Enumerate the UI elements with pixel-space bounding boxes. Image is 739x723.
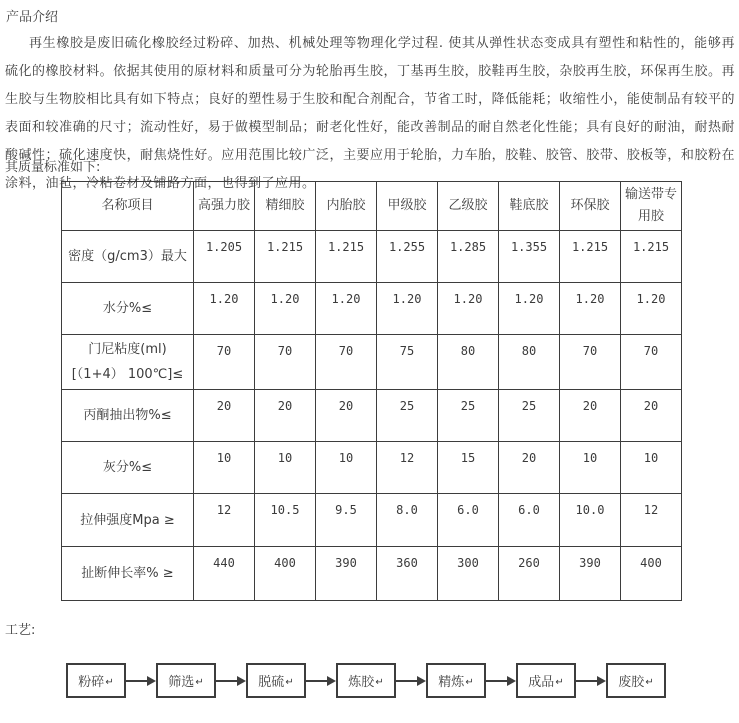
table-corner-header: 名称项目 [62,182,194,231]
table-cell: 20 [316,390,377,442]
table-cell: 25 [499,390,560,442]
table-cell: 10.0 [560,494,621,547]
table-cell: 25 [377,390,438,442]
table-cell: 80 [499,335,560,390]
arrow-shaft [576,680,597,682]
table-cell: 10 [621,442,682,494]
table-row [62,283,682,335]
table-cell: 1.20 [621,283,682,335]
table-cell: 6.0 [438,494,499,547]
table-cell: 1.215 [560,231,621,283]
flow-step [246,663,306,698]
column-header: 甲级胶 [377,182,438,231]
table-row [62,442,682,494]
table-cell: 9.5 [316,494,377,547]
table-cell: 300 [438,547,499,601]
table-cell: 400 [621,547,682,601]
flow-step [156,663,216,698]
table-row [62,494,682,547]
column-header: 输送带专用胶 [621,182,682,231]
standards-label: 其质量标准如下: [5,160,101,175]
table-cell: 80 [438,335,499,390]
flow-step [66,663,126,698]
table-cell: 1.215 [255,231,316,283]
row-label: 门尼粘度(ml)[（1+4） 100℃]≤ [62,335,194,390]
column-header: 高强力胶 [194,182,255,231]
return-mark-icon: ↵ [285,677,294,688]
flow-step [516,663,576,698]
flow-step-label: 粉碎 [78,675,105,690]
table-cell: 1.205 [194,231,255,283]
flow-step [606,663,666,698]
table-cell: 70 [621,335,682,390]
arrow-shaft [486,680,507,682]
flow-arrow-icon [486,663,516,698]
table-row [62,547,682,601]
flow-arrow-icon [126,663,156,698]
column-header: 环保胶 [560,182,621,231]
column-header: 精细胶 [255,182,316,231]
table-cell: 1.20 [194,283,255,335]
table-cell: 20 [621,390,682,442]
table-row [62,335,682,390]
process-flow [66,663,666,698]
arrow-head [327,676,336,686]
table-cell: 260 [499,547,560,601]
table-cell: 20 [499,442,560,494]
flow-step-label: 成品 [528,675,555,690]
table-cell: 8.0 [377,494,438,547]
table-cell: 15 [438,442,499,494]
flow-step [426,663,486,698]
table-cell: 400 [255,547,316,601]
row-label: 灰分%≤ [62,442,194,494]
row-label: 丙酮抽出物%≤ [62,390,194,442]
table-cell: 70 [560,335,621,390]
table-cell: 12 [621,494,682,547]
table-cell: 6.0 [499,494,560,547]
table-cell: 360 [377,547,438,601]
arrow-head [507,676,516,686]
table-cell: 1.20 [499,283,560,335]
flow-step-label: 废胶 [618,675,645,690]
table-row [62,390,682,442]
flow-step-label: 脱硫 [258,675,285,690]
flow-step-label: 炼胶 [348,675,375,690]
table-cell: 20 [255,390,316,442]
table-cell: 1.20 [560,283,621,335]
row-label: 密度（g/cm3）最大 [62,231,194,283]
table-cell: 20 [560,390,621,442]
arrow-head [597,676,606,686]
page-title: 产品介绍 [6,10,59,25]
table-cell: 75 [377,335,438,390]
table-cell: 1.215 [621,231,682,283]
table-cell: 10 [560,442,621,494]
arrow-shaft [396,680,417,682]
table-cell: 25 [438,390,499,442]
return-mark-icon: ↵ [465,677,474,688]
process-label: 工艺: [5,623,36,638]
flow-arrow-icon [216,663,246,698]
table-cell: 1.355 [499,231,560,283]
table-cell: 1.20 [438,283,499,335]
table-cell: 10 [316,442,377,494]
table-cell: 440 [194,547,255,601]
arrow-head [147,676,156,686]
table-cell: 1.20 [255,283,316,335]
flow-step-label: 精炼 [438,675,465,690]
table-cell: 10 [255,442,316,494]
arrow-shaft [306,680,327,682]
table-cell: 1.20 [316,283,377,335]
table-cell: 10.5 [255,494,316,547]
table-cell: 1.215 [316,231,377,283]
return-mark-icon: ↵ [555,677,564,688]
return-mark-icon: ↵ [645,677,654,688]
arrow-head [417,676,426,686]
table-cell: 1.255 [377,231,438,283]
intro-paragraph: 再生橡胶是废旧硫化橡胶经过粉碎、加热、机械处理等物理化学过程. 使其从弹性状态变成具有塑性和粘性的，能够再硫化的橡胶材料。依据其使用的原材料和质量可分为轮胎再生胶，丁基再生胶，胶鞋再生胶，杂胶再生胶，环保再生胶。再生胶与生物胶相比具有如下特点；良好的塑性易于生胶和配合剂配合，节省工时，降低能耗；收缩性小，能使制品有较平的表面和较准确的尺寸；流动性好，易于做模型制品；耐老化性好，能改善制品的耐自然老化性能；具有良好的耐油，耐热耐酸碱性；硫化速度快，耐焦烧性好。应用范围比较广泛，主要应用于轮胎，力车胎，胶鞋、胶管、胶带、胶板等，和胶粉在涂料，油毡，冷粘卷材及铺路方面，也得到了应用。 [5,36,735,191]
flow-arrow-icon [306,663,336,698]
flow-arrow-icon [396,663,426,698]
return-mark-icon: ↵ [105,677,114,688]
row-label: 水分%≤ [62,283,194,335]
column-header: 内胎胶 [316,182,377,231]
table-cell: 390 [316,547,377,601]
table-cell: 1.285 [438,231,499,283]
return-mark-icon: ↵ [375,677,384,688]
table-cell: 12 [194,494,255,547]
arrow-shaft [126,680,147,682]
table-cell: 70 [255,335,316,390]
flow-arrow-icon [576,663,606,698]
column-header: 鞋底胶 [499,182,560,231]
arrow-head [237,676,246,686]
table-cell: 10 [194,442,255,494]
table-cell: 20 [194,390,255,442]
table-cell: 70 [316,335,377,390]
flow-step-label: 筛选 [168,675,195,690]
row-label: 拉伸强度Mpa ≥ [62,494,194,547]
table-row [62,231,682,283]
table-cell: 1.20 [377,283,438,335]
table-cell: 70 [194,335,255,390]
quality-standards-table [61,181,682,601]
return-mark-icon: ↵ [195,677,204,688]
flow-step [336,663,396,698]
row-label: 扯断伸长率% ≥ [62,547,194,601]
table-cell: 390 [560,547,621,601]
arrow-shaft [216,680,237,682]
column-header: 乙级胶 [438,182,499,231]
table-header-row [62,182,682,231]
table-cell: 12 [377,442,438,494]
